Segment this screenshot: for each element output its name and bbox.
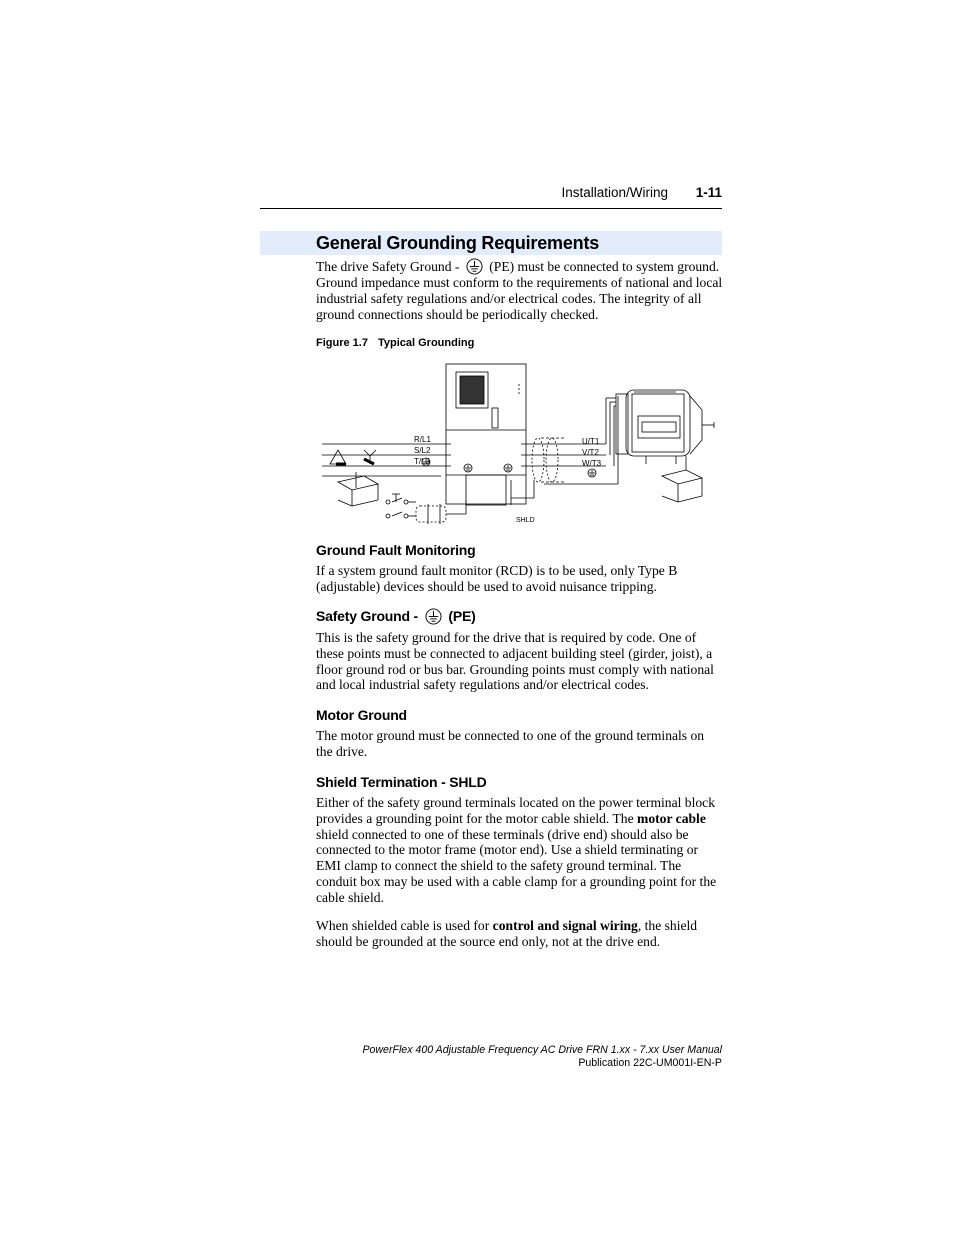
header-rule	[260, 208, 722, 209]
drive-enclosure	[446, 364, 526, 504]
label-w-t3: W/T3	[582, 459, 602, 468]
safety-ground-heading-text-2: (PE)	[444, 608, 476, 624]
building-steel-right	[662, 470, 702, 484]
figure-title: Typical Grounding	[377, 337, 475, 349]
building-steel-left	[338, 476, 378, 490]
footer	[330, 1044, 722, 1070]
heading-shield-termination: Shield Termination - SHLD	[316, 774, 487, 790]
drive-ground-terminals	[422, 458, 596, 477]
heading-motor-ground: Motor Ground	[316, 707, 407, 723]
figure-caption	[316, 337, 474, 349]
intro-paragraph	[316, 258, 724, 322]
label-r-l1: R/L1	[414, 435, 431, 444]
safety-ground-heading-text-1: Safety Ground -	[316, 608, 422, 624]
figure-number: Figure 1.7	[316, 337, 368, 349]
shield-text-2a: When shielded cable is used for	[316, 918, 493, 933]
typical-grounding-diagram	[316, 360, 726, 530]
header-section-title: Installation/Wiring	[561, 185, 668, 200]
motor	[616, 390, 714, 464]
motor-ground-paragraph: The motor ground must be connected to one of the ground terminals on the drive.	[316, 728, 705, 759]
label-v-t2: V/T2	[582, 448, 599, 457]
shield-text-1a: Either of the safety ground terminals located on the power terminal block provides a grounding point for the motor cable shield. The	[316, 795, 715, 826]
label-u-t1: U/T1	[582, 437, 600, 446]
heading-ground-fault-monitoring: Ground Fault Monitoring	[316, 542, 476, 558]
shield-text-2b: control and signal wiring	[492, 918, 638, 933]
intro-text-1: The drive Safety Ground -	[316, 259, 463, 274]
shield-termination-paragraph-1	[316, 795, 724, 906]
page-title: General Grounding Requirements	[316, 233, 600, 253]
heading-safety-ground	[316, 607, 476, 625]
shield-text-1b: motor cable	[637, 810, 706, 826]
intro-text-2: (PE) must be connected to system	[485, 259, 674, 274]
drive-key	[492, 408, 498, 428]
shield-termination-paragraph-2	[316, 918, 724, 950]
footer-publication: Publication 22C-UM001I-EN-P	[578, 1057, 722, 1069]
source-delta-icon	[330, 450, 346, 464]
ground-fault-paragraph: If a system ground fault monitor (RCD) is to be used, only Type B (adjustable) devices should be used to avoid nuisance tripping.	[316, 563, 678, 594]
page-number: 1-11	[695, 185, 722, 200]
shield-text-1c: shield connected to one of these terminals (drive end) should also be connected to the motor frame (motor end). Use a shield terminating or EMI clamp to connect the shield to the safety ground terminal. The conduit box may be used with a cable clamp for a grounding point for the cable shield.	[316, 826, 717, 905]
label-t-l3: T/L3	[414, 457, 431, 466]
cable-shield	[532, 438, 544, 482]
intro-text-rest: ground. Ground impedance must conform to the requirements of national and local industrial safety regulations and/or electrical codes. The integrity of all ground connections should be periodically checked.	[316, 259, 723, 322]
footer-manual-title: PowerFlex 400 Adjustable Frequency AC Drive FRN 1.xx - 7.xx User Manual	[362, 1044, 722, 1056]
ground-symbol-icon	[425, 608, 442, 625]
label-shld: SHLD	[516, 517, 535, 524]
running-header	[260, 185, 722, 205]
safety-ground-paragraph: This is the safety ground for the drive that is required by code. One of these points must be connected to adjacent building steel (girder, joist), a floor ground rod or bus bar. Grounding points must comply with national and local industrial safety regulations and/or electrical codes.	[316, 630, 714, 693]
ground-symbol-icon	[466, 258, 483, 275]
label-s-l2: S/L2	[414, 446, 431, 455]
shield-text-2c: , the shield should be grounded at the source end only, not at the drive end.	[316, 918, 698, 949]
